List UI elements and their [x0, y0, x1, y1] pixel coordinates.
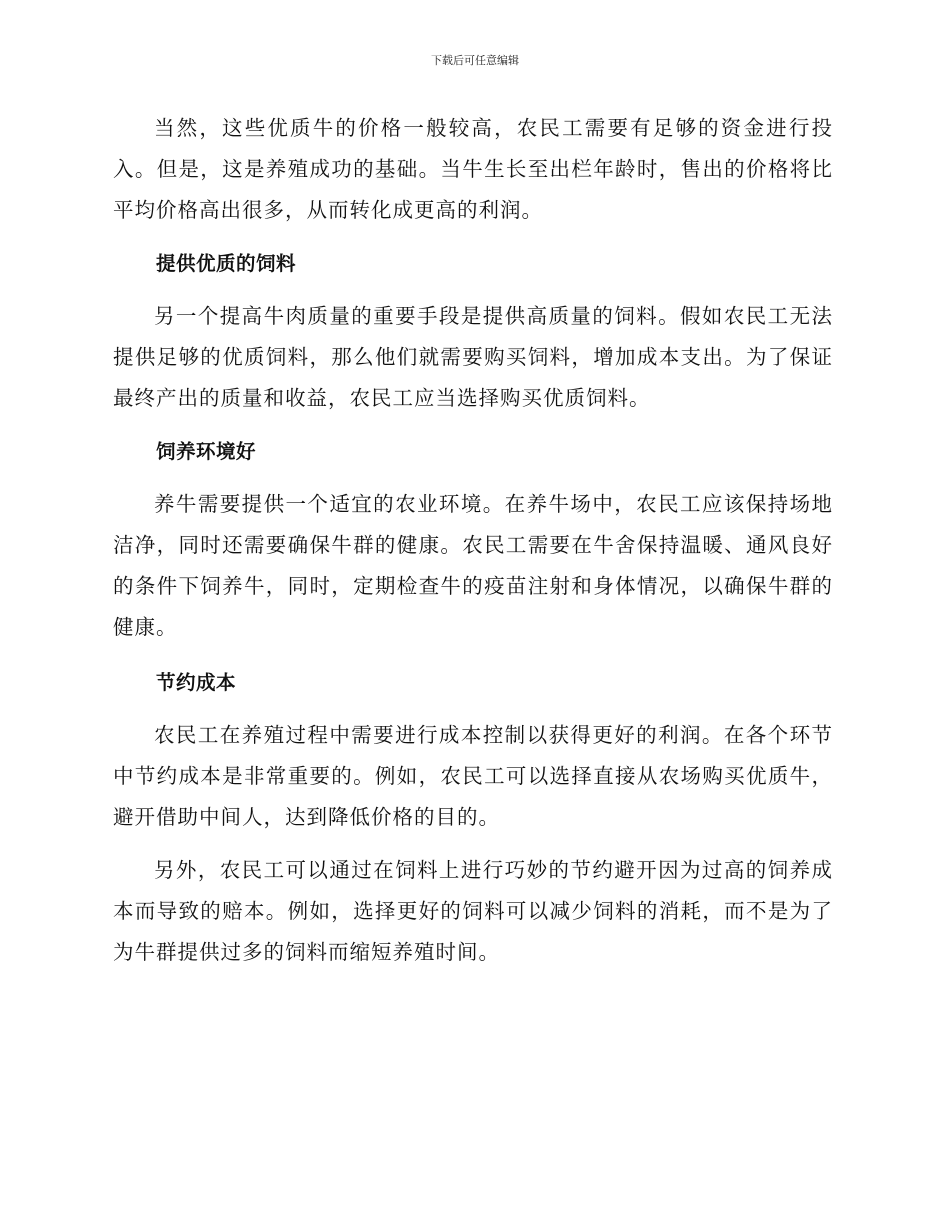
- section-heading-save-cost: 节约成本: [156, 671, 237, 694]
- page-header: 下载后可任意编辑: [431, 54, 519, 67]
- paragraph-cost-control: 农民工在养殖过程中需要进行成本控制以获得更好的利润。在各个环节中节约成本是非常重要的。例如，农民工可以选择直接从农场购买优质牛，避开借助中间人，达到降低价格的目的。: [113, 723, 833, 829]
- paragraph-quality-feed: 另一个提高牛肉质量的重要手段是提供高质量的饲料。假如农民工无法提供足够的优质饲料，那么他们就需要购买饲料，增加成本支出。为了保证最终产出的质量和收益，农民工应当选择购买优质饲料。: [113, 304, 833, 410]
- paragraph-environment: 养牛需要提供一个适宜的农业环境。在养牛场中，农民工应该保持场地洁净，同时还需要确保牛群的健康。农民工需要在牛舍保持温暖、通风良好的条件下饲养牛，同时，定期检查牛的疫苗注射和身体情况，以确保牛群的健康。: [113, 492, 833, 639]
- paragraph-feed-saving: 另外，农民工可以通过在饲料上进行巧妙的节约避开因为过高的饲养成本而导致的赔本。例如，选择更好的饲料可以减少饲料的消耗，而不是为了为牛群提供过多的饲料而缩短养殖时间。: [113, 858, 833, 964]
- document-body: [113, 108, 833, 973]
- paragraph-price-investment: 当然，这些优质牛的价格一般较高，农民工需要有足够的资金进行投入。但是，这是养殖成功的基础。当牛生长至出栏年龄时，售出的价格将比平均价格高出很多，从而转化成更高的利润。: [113, 116, 833, 222]
- section-heading-quality-feed: 提供优质的饲料: [156, 252, 297, 275]
- section-heading-environment: 饲养环境好: [156, 440, 257, 463]
